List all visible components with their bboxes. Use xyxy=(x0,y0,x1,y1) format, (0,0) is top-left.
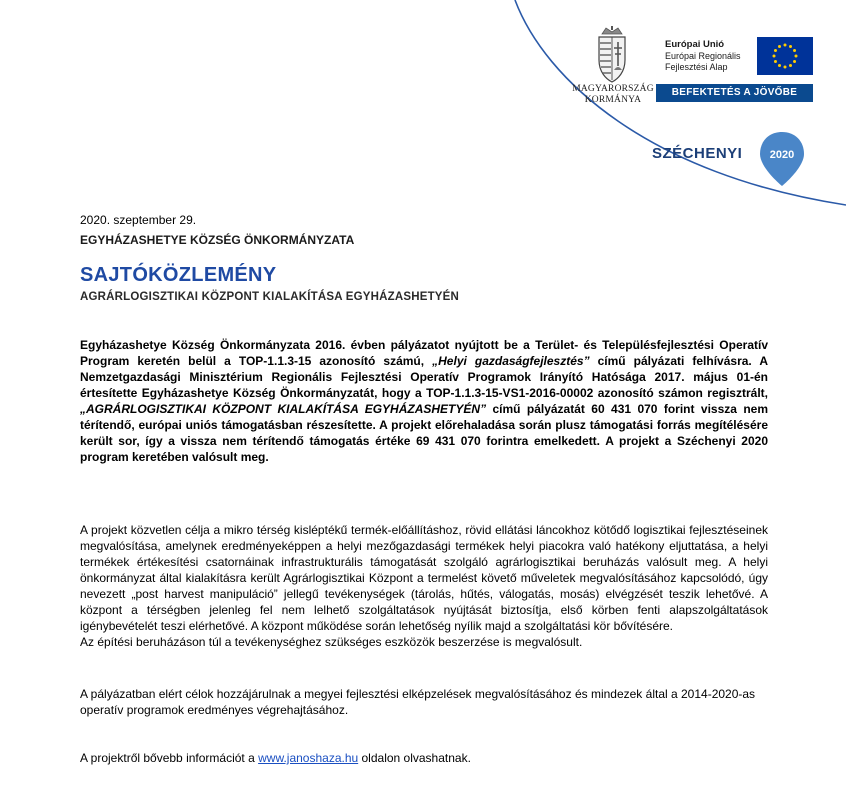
eu-star-icon xyxy=(793,60,796,63)
eu-star-icon xyxy=(789,45,792,48)
government-logo-text xyxy=(567,84,659,106)
p4-part-b: oldalon olvashatnak. xyxy=(358,751,471,765)
szechenyi-wordmark: SZÉCHENYI xyxy=(652,145,743,162)
gov-logo-line1: MAGYARORSZÁG xyxy=(572,84,654,94)
eu-line2: Európai Regionális xyxy=(665,50,741,61)
organization-name: EGYHÁZASHETYE KÖZSÉG ÖNKORMÁNYZATA xyxy=(80,233,355,247)
eu-star-icon xyxy=(789,64,792,67)
szechenyi-2020-pin-icon xyxy=(757,130,807,188)
eu-star-icon xyxy=(784,44,787,47)
website-link[interactable]: www.janoshaza.hu xyxy=(258,751,359,765)
eu-star-icon xyxy=(774,60,777,63)
eu-star-icon xyxy=(784,66,787,69)
eu-star-icon xyxy=(773,55,776,58)
eu-label xyxy=(665,39,741,74)
paragraph-more-info xyxy=(80,750,768,766)
paragraph-intro xyxy=(80,337,768,465)
szechenyi-year: 2020 xyxy=(769,149,795,161)
p4-part-a: A projektről bővebb információt a xyxy=(80,751,259,765)
paragraph-contribution: A pályázatban elért célok hozzájárulnak a megyei fejlesztési elképzelések megvalósításához és mindezek által a 2014-2020-as operatív programok eredményes végrehajtásához. xyxy=(80,687,756,717)
p1-part-e: című pályázatát 60 431 070 forint vissza nem térítendő, európai uniós támogatásban részesítette. A projekt előrehaladása során plusz támogatási forrás megítélésére került sor, így a vissza nem térítendő támogatás értéke 69 431 070 forintra emelkedett. A projekt a Széchenyi 2020 program keretében valósult meg. xyxy=(80,402,768,464)
document-date: 2020. szeptember 29. xyxy=(80,213,197,227)
eu-flag-icon xyxy=(757,37,813,75)
hungarian-coat-of-arms-icon xyxy=(588,26,636,86)
eu-star-icon xyxy=(774,49,777,52)
decorative-arc xyxy=(0,0,846,230)
eu-star-icon xyxy=(778,45,781,48)
page-title: SAJTÓKÖZLEMÉNY xyxy=(80,264,277,286)
paragraph-goals xyxy=(80,522,768,650)
gov-logo-line2: KORMÁNYA xyxy=(584,95,642,105)
p2-text: A projekt közvetlen célja a mikro térség kisléptékű termék-előállításhoz, rövid ellátási láncokhoz kötődő logisztikai fejlesztéseinek megvalósítása, amelynek eredményeképpen a helyi mezőgazdasági termékek helyi piacokra való hatékony eljuttatása, a helyi termékek értékesítési csatornáinak infrastrukturális támogatását szolgáló agrárlogisztikai beruházás valósult meg. A helyi önkormányzat által kialakításra került Agrárlogisztikai Központ a termelést követő műveletek megvalósításához kapcsolódó, úgy nevezett „post harvest manipuláció” jellegű tevékenységek (tárolás, hűtés, válogatás, mosás) elvégzését teszik lehetővé. A központ a térségben jelenleg fel nem lelhető szolgáltatások nyújtását biztosítja, első körben fenti alapszolgáltatások igénybevételét teszi elérhetővé. A központ működése során lehetőség nyílik majd a szolgáltatási kör bővítésére. xyxy=(80,523,768,633)
eu-star-icon xyxy=(778,64,781,67)
eu-star-icon xyxy=(795,55,798,58)
invest-future-banner: BEFEKTETÉS A JÖVŐBE xyxy=(656,84,813,102)
p1-project-title: „AGRÁRLOGISZTIKAI KÖZPONT KIALAKÍTÁSA EGYHÁZASHETYÉN” xyxy=(80,402,487,416)
eu-star-icon xyxy=(793,49,796,52)
p1-part-a: Egyházashetye Község Önkormányzata 2016. évben pályázatot nyújtott be a Terület- és Településfejlesztési Operatív Program keretén belül a TOP-1.1.3-15 azonosító számú, xyxy=(80,338,768,368)
eu-line3: Fejlesztési Alap xyxy=(665,62,728,72)
p1-call-title: „Helyi gazdaságfejlesztés” xyxy=(432,354,590,368)
p1-part-c: című pályázati felhívásra. A Nemzetgazdasági Minisztérium Regionális Fejlesztési Operatív Programok Irányító Hatósága 2017. május 01-én értesítette Egyházashetye Község Önkormányzatát, hogy a TOP-1.1.3-15-VS1-2016-00002 azonosító számon regisztrált, xyxy=(80,354,769,400)
p2-last-line: Az építési beruházáson túl a tevékenységhez szükséges eszközök beszerzése is megvalósult. xyxy=(80,635,583,649)
page-subtitle: AGRÁRLOGISZTIKAI KÖZPONT KIALAKÍTÁSA EGYHÁZASHETYÉN xyxy=(80,291,460,303)
eu-line1: Európai Unió xyxy=(665,39,725,50)
